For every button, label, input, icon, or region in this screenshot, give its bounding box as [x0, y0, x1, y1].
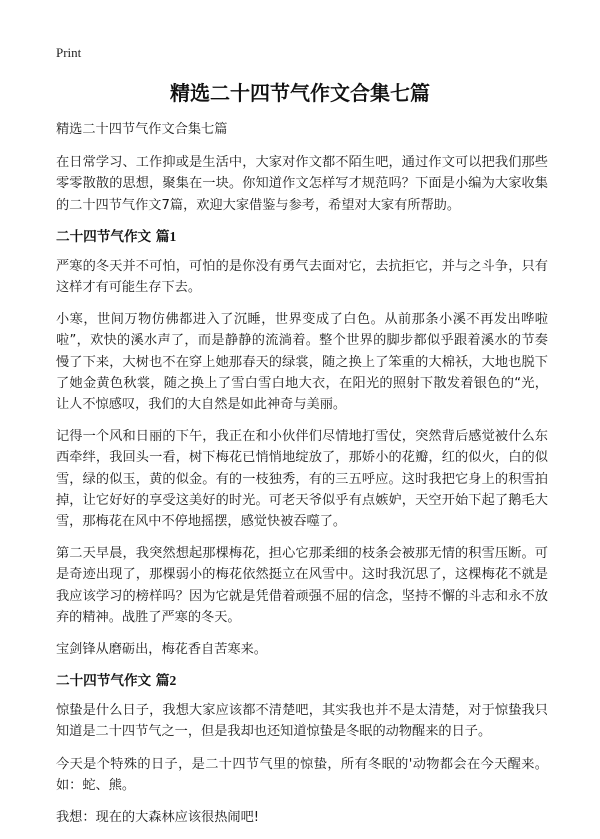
section-heading-1	[56, 227, 548, 247]
section-heading-2	[56, 671, 548, 691]
section-heading-number: 1	[169, 228, 177, 244]
section-1-paragraph: 宝剑锋从磨砺出，梅花香自苦寒来。	[56, 642, 267, 658]
section-heading-text: 二十四节气作文 篇	[56, 228, 170, 245]
section-1-paragraph: 严寒的冬天并不可怕，可怕的是你没有勇气去面对它，去抗拒它，并与之斗争，只有这样才有可能生存下去。	[56, 258, 548, 296]
section-2-paragraph: 今天是个特殊的日子，是二十四节气里的惊蛰，所有冬眠的'动物都会在今天醒来。如：蛇、熊。	[56, 756, 548, 793]
section-1-paragraph: 记得一个风和日丽的下午，我正在和小伙伴们尽情地打雪仗，突然背后感觉被什么东西牵绊，我回头一看，树下梅花已悄悄地绽放了，那娇小的花瓣，红的似火，白的似雪，绿的似玉，黄的似金。有的一枝独秀，有的三五呼应。这时我把它身上的积雪拍掉，让它好好的享受这美好的时光。可老天爷似乎有点嫉妒，天空开始下起了鹅毛大雪，那梅花在风中不停地摇摆，感觉快被吞噬了。	[56, 429, 548, 530]
section-1-paragraph: 第二天早晨，我突然想起那棵梅花，担心它那柔细的枝条会被那无情的积雪压断。可是奇迹出现了，那棵弱小的梅花依然挺立在风雪中。这时我沉思了，这棵梅花不就是我应该学习的榜样吗？因为它就是凭借着顽强不屈的信念，坚持不懈的斗志和永不放弃的精神。战胜了严寒的冬天。	[56, 546, 548, 625]
section-2-paragraph: 我想：现在的大森林应该很热闹吧!	[56, 810, 260, 826]
document-body	[56, 119, 548, 839]
document-subtitle: 精选二十四节气作文合集七篇	[56, 122, 228, 137]
intro-paragraph: 在日常学习、工作抑或是生活中，大家对作文都不陌生吧，通过作文可以把我们那些零零散散的思想，聚集在一块。你知道作文怎样写才规范吗？下面是小编为大家收集的二十四节气作文7篇，欢迎大家借鉴与参考，希望对大家有所帮助。	[56, 155, 548, 213]
section-heading-text: 二十四节气作文 篇	[56, 673, 170, 690]
document-title: 精选二十四节气作文合集七篇	[170, 81, 430, 105]
section-1-paragraph: 小寒，世间万物仿佛都进入了沉睡，世界变成了白色。从前那条小溪不再发出哗啦啦”，欢快的溪水声了，而是静静的流淌着。整个世界的脚步都似乎跟着溪水的节奏慢了下来，大树也不在穿上她那春天的绿裳，随之换上了笨重的大棉袄，大地也脱下了她金黄色秋裳，随之换上了雪白雪白地大衣，在阳光的照射下散发着银色的“光，让人不惊感叹，我们的大自然是如此神奇与美丽。	[56, 312, 548, 413]
print-link[interactable]: Print	[56, 45, 82, 60]
section-heading-number: 2	[169, 673, 177, 689]
section-2-paragraph: 惊蛰是什么日子，我想大家应该都不清楚吧，其实我也并不是太清楚，对于惊蛰我只知道是二十四节气之一，但是我却也还知道惊蛰是冬眠的动物醒来的日子。	[56, 703, 548, 740]
